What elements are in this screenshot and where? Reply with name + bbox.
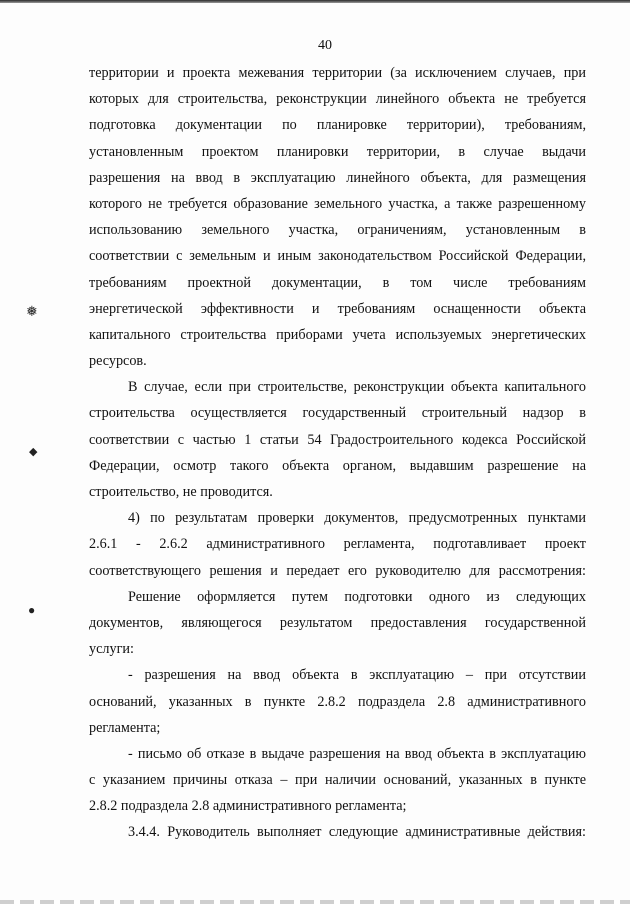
text-line: соответствии с частью 1 статьи 54 Градостроительного кодекса Российской [89,431,586,448]
punch-mark-icon: ❅ [26,305,38,320]
text-line: требованиям проектной документации, в том числе требованиям [89,274,586,291]
text-line: строительства осуществляется государственный строительный надзор в [89,405,586,422]
body-text [89,60,586,846]
punch-mark-icon: ◆ [29,446,38,458]
text-line: ресурсов. [89,353,147,370]
text-line: энергетической эффективности и требованиям оснащенности объекта [89,300,586,317]
text-line: оснований, указанных в пункте 2.8.2 подраздела 2.8 административного [89,693,586,710]
text-line: использованию земельного участка, ограничениям, установленным в [89,222,586,239]
text-line: 4) по результатам проверки документов, предусмотренных пунктами [128,510,586,527]
text-line: 2.6.1 - 2.6.2 административного регламента, подготавливает проект [89,536,586,553]
text-line: с указанием причины отказа – при наличии оснований, указанных в пункте [89,772,586,789]
text-line: которого не требуется образование земельного участка, а также разрешенному [89,195,586,212]
text-line: капитального строительства приборами учета используемых энергетических [89,326,586,343]
text-line: 3.4.4. Руководитель выполняет следующие административные действия: [128,824,586,841]
text-line: документов, являющегося результатом предоставления государственной [89,614,586,631]
text-line: В случае, если при строительстве, реконструкции объекта капитального [128,379,586,396]
text-line: - письмо об отказе в выдаче разрешения на ввод объекта в эксплуатацию [128,745,586,762]
text-line: соответствии с земельным и иным законодательством Российской Федерации, [89,248,586,265]
text-line: строительство, не проводится. [89,484,273,500]
scan-bottom-edge [0,900,630,904]
text-line: подготовка документации по планировке территории), требованиям, [89,117,586,134]
text-line: Федерации, осмотр такого объекта органом, выдавшим разрешение на [89,457,586,474]
text-line: услуги: [89,641,134,658]
text-line: территории и проекта межевания территории (за исключением случаев, при [89,65,586,81]
text-line: соответствующего решения и передает его руководителю для рассмотрения: [89,562,586,579]
punch-mark-icon: ● [28,603,36,617]
page-number: 40 [318,38,332,53]
text-line: разрешения на ввод в эксплуатацию линейного объекта, для размещения [89,169,586,186]
text-line: которых для строительства, реконструкции линейного объекта не требуется [89,91,586,108]
text-line: регламента; [89,719,161,736]
text-line: Решение оформляется путем подготовки одного из следующих [128,588,586,605]
text-line: - разрешения на ввод объекта в эксплуатацию – при отсутствии [128,667,586,684]
text-line: установленным проектом планировки территории, в случае выдачи [89,143,586,160]
text-line: 2.8.2 подраздела 2.8 административного регламента; [89,798,407,815]
scan-top-edge [0,0,630,3]
